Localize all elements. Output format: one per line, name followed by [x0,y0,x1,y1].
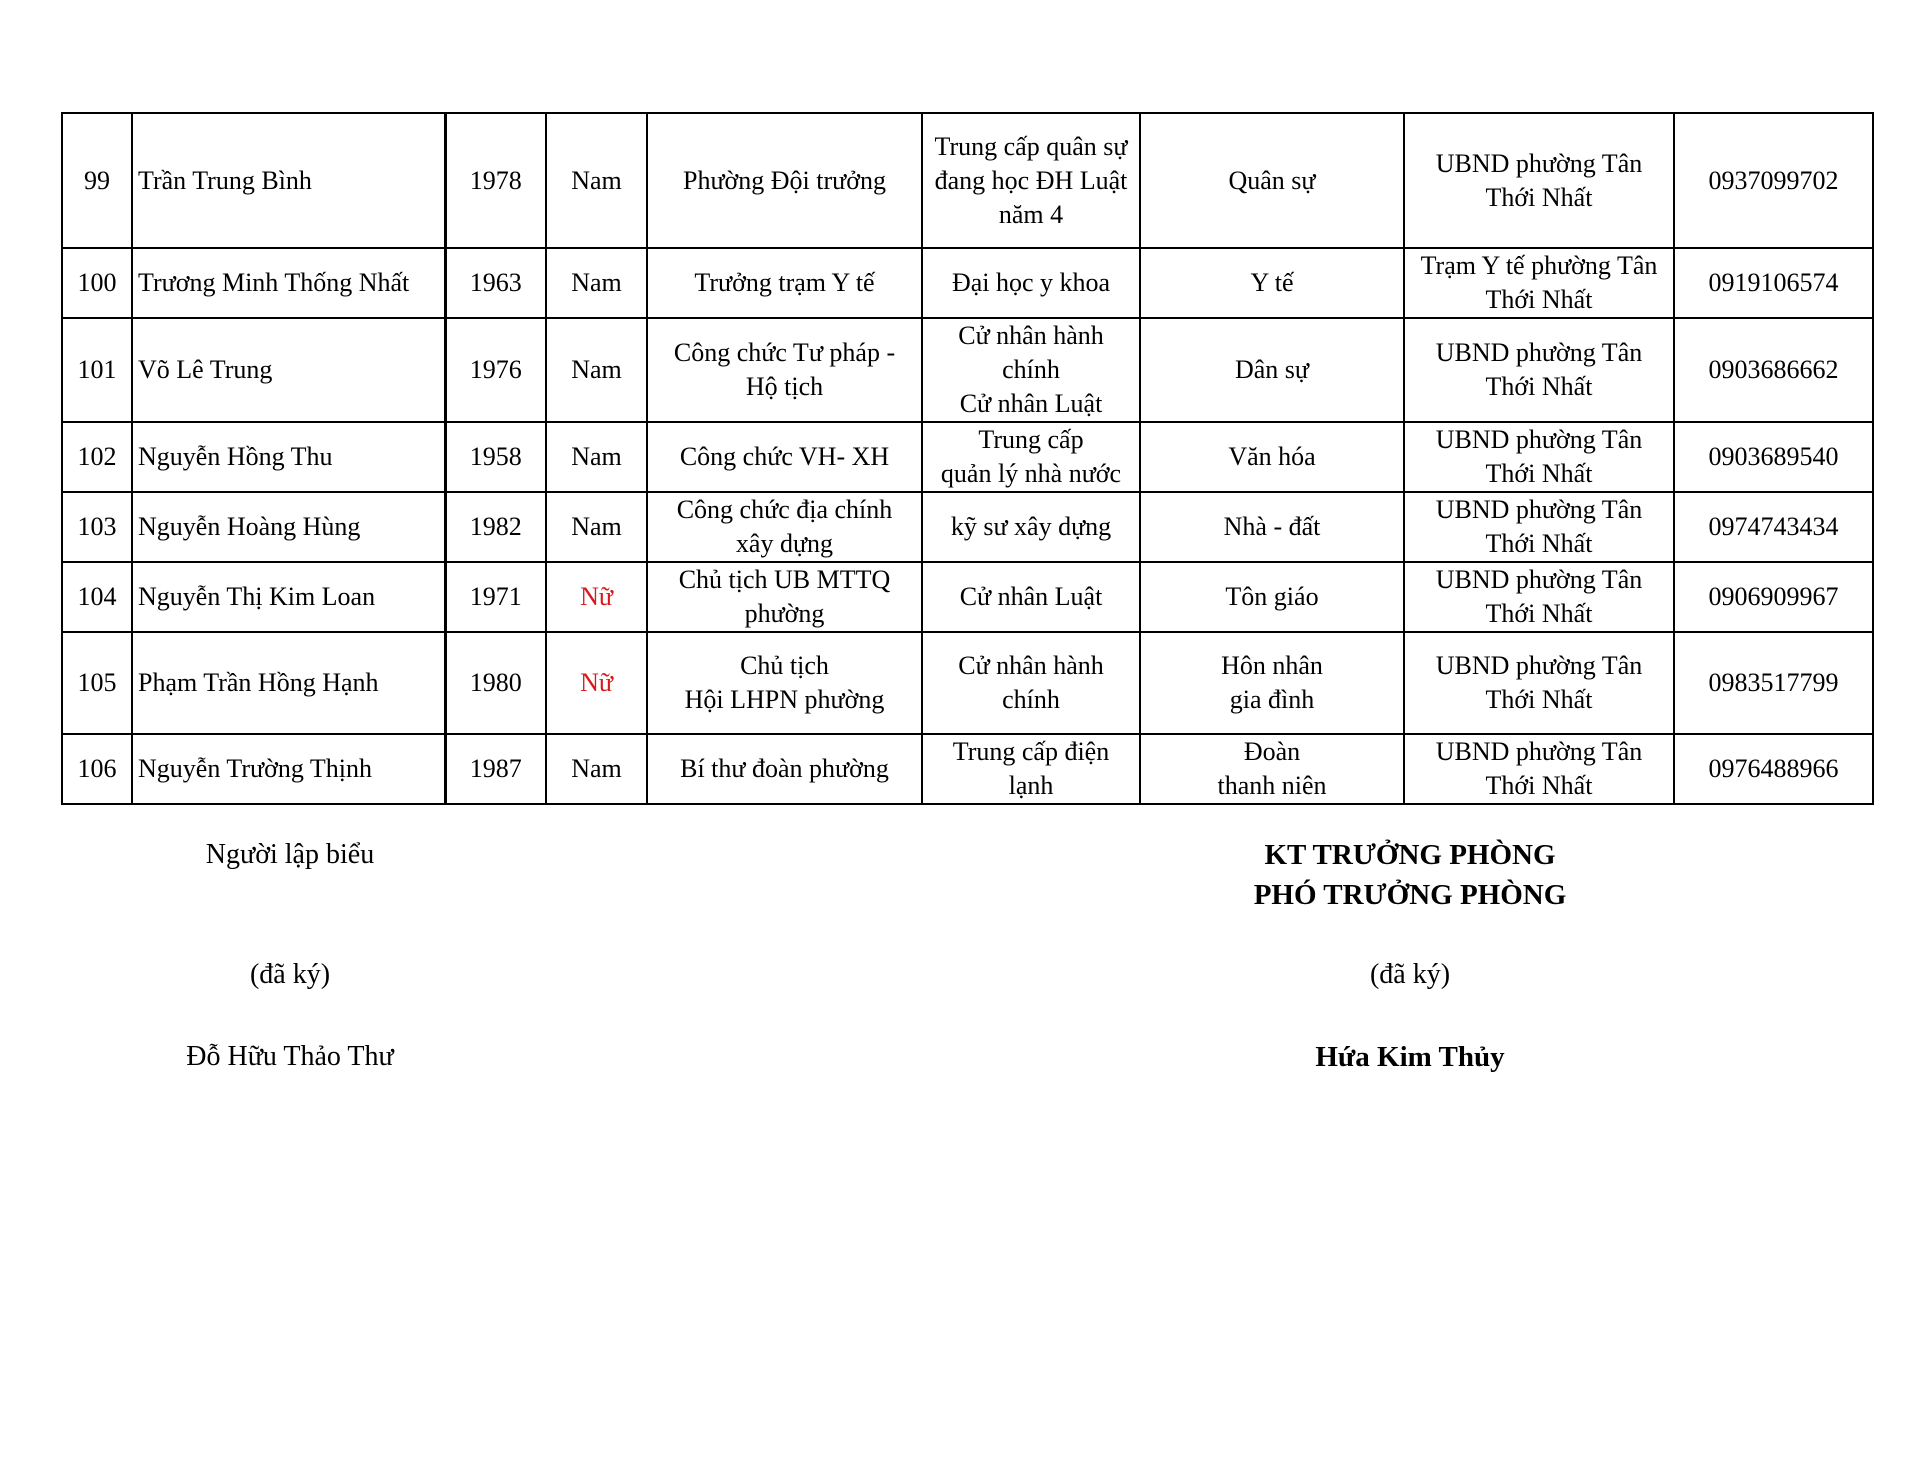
cell-name: Nguyễn Thị Kim Loan [132,562,445,632]
cell-workplace: UBND phường Tân Thới Nhất [1404,492,1674,562]
cell-gender: Nam [546,113,647,248]
cell-education: Cử nhân hành chính [922,632,1140,734]
cell-gender: Nam [546,248,647,318]
cell-birth-year: 1958 [445,422,546,492]
preparer-name: Đỗ Hữu Thảo Thư [186,1041,394,1072]
cell-workplace: UBND phường Tân Thới Nhất [1404,734,1674,804]
cell-name: Võ Lê Trung [132,318,445,422]
cell-position: Công chức Tư pháp - Hộ tịch [647,318,922,422]
cell-field: Dân sự [1140,318,1404,422]
cell-field: Y tế [1140,248,1404,318]
cell-phone: 0903686662 [1674,318,1873,422]
cell-position: Công chức địa chính xây dựng [647,492,922,562]
cell-birth-year: 1971 [445,562,546,632]
cell-phone: 0919106574 [1674,248,1873,318]
cell-phone: 0906909967 [1674,562,1873,632]
cell-birth-year: 1976 [445,318,546,422]
approver-signed-status: (đã ký) [1369,959,1451,990]
cell-position: Phường Đội trưởng [647,113,922,248]
cell-workplace: UBND phường Tân Thới Nhất [1404,562,1674,632]
cell-stt: 101 [62,318,132,422]
cell-position: Chủ tịch UB MTTQ phường [647,562,922,632]
table-row [62,734,1873,804]
cell-education: Trung cấp quân sự đang học ĐH Luật năm 4 [922,113,1140,248]
cell-position: Trưởng trạm Y tế [647,248,922,318]
cell-stt: 102 [62,422,132,492]
table-row [62,492,1873,562]
cell-workplace: UBND phường Tân Thới Nhất [1404,632,1674,734]
cell-gender: Nam [546,422,647,492]
cell-education: Trung cấp quản lý nhà nước [922,422,1140,492]
approver-title-line2: PHÓ TRƯỞNG PHÒNG [1253,879,1567,911]
cell-field: Đoàn thanh niên [1140,734,1404,804]
cell-gender: Nữ [546,632,647,734]
cell-position: Chủ tịch Hội LHPN phường [647,632,922,734]
cell-name: Trần Trung Bình [132,113,445,248]
cell-birth-year: 1963 [445,248,546,318]
table-row [62,632,1873,734]
table-row [62,422,1873,492]
cell-stt: 99 [62,113,132,248]
cell-field: Tôn giáo [1140,562,1404,632]
cell-birth-year: 1987 [445,734,546,804]
cell-position: Bí thư đoàn phường [647,734,922,804]
cell-birth-year: 1980 [445,632,546,734]
cell-stt: 100 [62,248,132,318]
cell-gender: Nam [546,734,647,804]
preparer-signed-status: (đã ký) [249,959,331,990]
cell-education: kỹ sư xây dựng [922,492,1140,562]
cell-workplace: UBND phường Tân Thới Nhất [1404,318,1674,422]
approver-name: Hứa Kim Thủy [1315,1041,1505,1073]
cell-workplace: UBND phường Tân Thới Nhất [1404,113,1674,248]
cell-phone: 0974743434 [1674,492,1873,562]
cell-name: Nguyễn Trường Thịnh [132,734,445,804]
cell-birth-year: 1982 [445,492,546,562]
cell-education: Trung cấp điện lạnh [922,734,1140,804]
cell-stt: 105 [62,632,132,734]
cell-name: Nguyễn Hồng Thu [132,422,445,492]
cell-phone: 0903689540 [1674,422,1873,492]
cell-stt: 103 [62,492,132,562]
cell-field: Nhà - đất [1140,492,1404,562]
preparer-title: Người lập biểu [205,839,375,870]
cell-name: Phạm Trần Hồng Hạnh [132,632,445,734]
table-row [62,113,1873,248]
approver-title [1160,835,1660,915]
cell-phone: 0976488966 [1674,734,1873,804]
cell-phone: 0937099702 [1674,113,1873,248]
cell-birth-year: 1978 [445,113,546,248]
cell-education: Cử nhân Luật [922,562,1140,632]
table-row [62,318,1873,422]
cell-gender: Nam [546,492,647,562]
cell-phone: 0983517799 [1674,632,1873,734]
cell-field: Quân sự [1140,113,1404,248]
approver-title-line1: KT TRƯỞNG PHÒNG [1264,839,1556,871]
table-row [62,562,1873,632]
cell-name: Nguyễn Hoàng Hùng [132,492,445,562]
table-row [62,248,1873,318]
cell-education: Cử nhân hành chính Cử nhân Luật [922,318,1140,422]
cell-field: Hôn nhân gia đình [1140,632,1404,734]
cell-gender: Nam [546,318,647,422]
cell-name: Trương Minh Thống Nhất [132,248,445,318]
cell-workplace: Trạm Y tế phường Tân Thới Nhất [1404,248,1674,318]
cell-stt: 106 [62,734,132,804]
personnel-table [61,112,1874,805]
cell-position: Công chức VH- XH [647,422,922,492]
cell-stt: 104 [62,562,132,632]
cell-workplace: UBND phường Tân Thới Nhất [1404,422,1674,492]
cell-field: Văn hóa [1140,422,1404,492]
cell-education: Đại học y khoa [922,248,1140,318]
cell-gender: Nữ [546,562,647,632]
